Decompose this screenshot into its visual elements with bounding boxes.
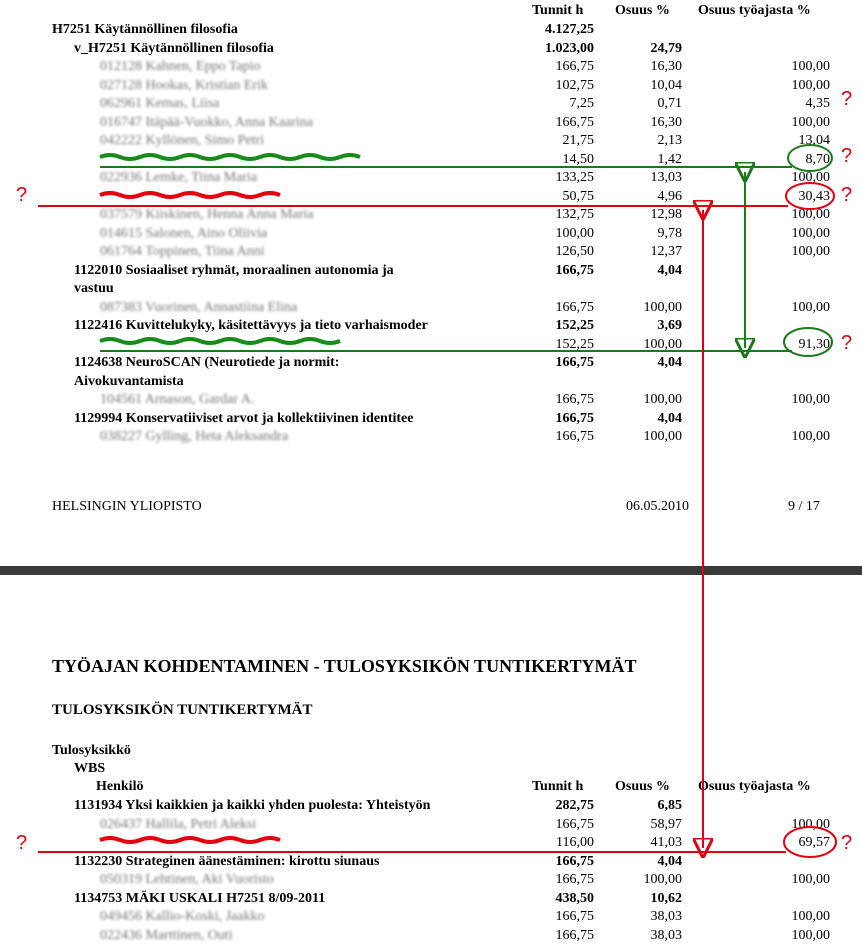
table-row [0, 907, 862, 926]
row-share: 38,03 [650, 927, 682, 943]
row-hours: 102,75 [555, 77, 594, 93]
row-hours: 21,75 [562, 133, 594, 148]
row-hours: 7,25 [569, 96, 594, 111]
row-share: 100,00 [643, 872, 682, 887]
header-share: Osuus % [615, 3, 670, 18]
row-share: 41,03 [650, 835, 682, 850]
row-label: vastuu [74, 281, 114, 296]
question-mark-7: ? [841, 832, 853, 854]
table-row [0, 372, 862, 391]
row-hours: 166,75 [555, 299, 594, 315]
table-row [0, 131, 862, 150]
row-work: 100,00 [791, 429, 830, 444]
table-row [0, 390, 862, 409]
row-share: 100,00 [643, 336, 682, 352]
table-row [0, 870, 862, 889]
row-share: 100,00 [643, 429, 682, 444]
header-hours: Tunnit h [532, 3, 584, 18]
report-title: TYÖAJAN KOHDENTAMINEN - TULOSYKSIKÖN TUNTIKERTYMÄT [52, 656, 637, 676]
row-share: 58,97 [650, 816, 682, 832]
row-work: 13,04 [798, 133, 830, 148]
table-row [0, 76, 862, 95]
header-share-worktime: Osuus työajasta % [698, 3, 811, 18]
question-mark-2: ? [841, 145, 853, 167]
row-share: 4,04 [657, 853, 682, 869]
row-work: 69,57 [798, 835, 830, 850]
table-row [0, 852, 862, 871]
row-hours: 166,75 [555, 816, 594, 832]
table-row [0, 20, 862, 39]
table-row [0, 335, 862, 354]
row-work: 100,00 [791, 170, 830, 185]
row-hours: 14,50 [562, 151, 594, 167]
row-label: 061764 Toppinen, Tiina Anni [100, 244, 265, 259]
row-label: 042222 Kyllönen, Simo Petri [100, 133, 265, 148]
row-share: 4,04 [657, 262, 682, 278]
row-hours: 166,75 [555, 392, 594, 407]
row-label: 022436 Marttinen, Outi [100, 927, 233, 943]
row-share: 13,03 [650, 170, 682, 185]
row-hours: 4.127,25 [545, 22, 594, 37]
table-row [0, 205, 862, 224]
row-hours: 1.023,00 [545, 40, 594, 56]
row-share: 100,00 [643, 299, 682, 315]
row-label: 027128 Hookas, Kristian Erik [100, 77, 268, 93]
row-share: 4,04 [657, 410, 682, 426]
row-label: 049456 Kallio-Koski, Jaakko [100, 909, 265, 924]
row-share: 3,69 [657, 318, 682, 333]
row-share: 0,71 [657, 96, 682, 111]
row-label: 016747 Itäpää-Vuokko, Anna Kaarina [100, 114, 313, 130]
row-share: 12,37 [650, 244, 682, 259]
row-hours: 116,00 [556, 835, 594, 850]
row-label: 1132230 Strateginen äänestäminen: kirottu siunaus [74, 853, 380, 869]
row-share: 2,13 [657, 133, 682, 148]
row-hours: 438,50 [555, 890, 594, 906]
row-work: 91,30 [798, 336, 830, 352]
row-hours: 166,75 [555, 853, 594, 869]
row-hours: 166,75 [555, 59, 594, 74]
row-hours: 166,75 [555, 909, 594, 924]
row-hours: 166,75 [555, 355, 594, 370]
question-mark-4: ? [16, 184, 28, 206]
row-work: 100,00 [791, 59, 830, 74]
row-share: 4,04 [657, 355, 682, 370]
row-label: v_H7251 Käytännöllinen filosofia [74, 40, 274, 56]
question-mark-5: ? [841, 332, 853, 354]
header-hours-2: Tunnit h [532, 779, 584, 794]
row-work: 100,00 [791, 872, 830, 887]
level-unit-label: Tulosyksikkö [52, 743, 131, 758]
level-person-label: Henkilö [96, 779, 144, 794]
row-share: 9,78 [657, 225, 682, 241]
row-work: 100,00 [791, 816, 830, 832]
row-share: 16,30 [650, 59, 682, 74]
row-hours: 132,75 [555, 207, 594, 222]
row-label: 026437 Hallila, Petri Aleksi [100, 816, 257, 832]
row-label: 1124638 NeuroSCAN (Neurotiede ja normit: [74, 355, 340, 370]
row-share: 6,85 [657, 798, 682, 813]
table-row [0, 261, 862, 280]
row-work: 100,00 [791, 77, 830, 93]
row-share: 24,79 [650, 40, 682, 56]
row-share: 38,03 [650, 909, 682, 924]
row-hours: 126,50 [555, 244, 594, 259]
row-hours: 152,25 [555, 318, 594, 333]
table-row [0, 39, 862, 58]
row-share: 16,30 [650, 114, 682, 130]
row-label: H7251 Käytännöllinen filosofia [52, 22, 238, 37]
question-mark-3: ? [841, 184, 853, 206]
table-row [0, 187, 862, 206]
row-work: 100,00 [791, 927, 830, 943]
table-row [0, 168, 862, 187]
row-label: 1134753 MÄKI USKALI H7251 8/09-2011 [74, 890, 326, 906]
table-row [0, 242, 862, 261]
table-row [0, 57, 862, 76]
row-hours: 282,75 [555, 798, 594, 813]
level-wbs-label: WBS [74, 761, 106, 776]
table-row [0, 427, 862, 446]
row-share: 100,00 [643, 392, 682, 407]
table-row [0, 796, 862, 815]
row-work: 8,70 [805, 151, 830, 167]
row-hours: 166,75 [555, 927, 594, 943]
row-label: 012128 Kahnen, Eppo Tapio [100, 59, 261, 74]
row-label: 087383 Vuorinen, Annastiina Elina [100, 299, 298, 315]
row-share: 1,42 [657, 151, 682, 167]
row-label: 1122416 Kuvittelukyky, käsitettävyys ja tieto varhaismoder [74, 318, 428, 333]
row-label: 014615 Salonen, Aino Oliivia [100, 225, 268, 241]
row-hours: 166,75 [555, 262, 594, 278]
row-label: Aivokuvantamista [74, 373, 184, 389]
table-row [0, 94, 862, 113]
row-hours: 133,25 [555, 170, 594, 185]
row-label: 022936 Lemke, Tiina Maria [100, 170, 258, 185]
table-row [0, 316, 862, 335]
row-hours: 166,75 [555, 872, 594, 887]
row-work: 30,43 [798, 188, 830, 204]
header-share-2: Osuus % [615, 779, 670, 794]
report-subtitle: TULOSYKSIKÖN TUNTIKERTYMÄT [52, 702, 313, 718]
row-label: 062961 Kemas, Liisa [100, 96, 220, 111]
page-divider [0, 566, 862, 575]
table-row [0, 833, 862, 852]
row-label: 050319 Lehtinen, Aki Vuoristo [100, 872, 274, 887]
table-row [0, 889, 862, 908]
row-work: 100,00 [791, 225, 830, 241]
table-row [0, 113, 862, 132]
table-row [0, 353, 862, 372]
row-work: 100,00 [791, 909, 830, 924]
row-share: 10,04 [650, 77, 682, 93]
row-label: 038227 Gylling, Heta Aleksandra [100, 429, 289, 444]
table-row [0, 298, 862, 317]
table-row [0, 279, 862, 298]
row-work: 4,35 [805, 96, 830, 111]
table-row [0, 224, 862, 243]
row-hours: 166,75 [555, 429, 594, 444]
footer-page: 9 / 17 [788, 499, 820, 514]
row-share: 10,62 [650, 890, 682, 906]
footer-date: 06.05.2010 [626, 499, 689, 514]
row-work: 100,00 [791, 299, 830, 315]
footer-org: HELSINGIN YLIOPISTO [52, 499, 202, 514]
row-work: 100,00 [791, 244, 830, 259]
table-row [0, 409, 862, 428]
row-hours: 50,75 [562, 188, 594, 204]
row-hours: 166,75 [555, 410, 594, 426]
row-label: 037579 Kiiskinen, Henna Anna Maria [100, 207, 314, 222]
row-work: 100,00 [791, 392, 830, 407]
row-work: 100,00 [791, 207, 830, 222]
question-mark-1: ? [841, 88, 853, 110]
question-mark-6: ? [16, 832, 28, 854]
row-hours: 152,25 [555, 336, 594, 352]
row-work: 100,00 [791, 114, 830, 130]
row-share: 4,96 [657, 188, 682, 204]
table-row [0, 926, 862, 945]
row-share: 12,98 [650, 207, 682, 222]
header-share-worktime-2: Osuus työajasta % [698, 779, 811, 794]
table-row [0, 815, 862, 834]
row-hours: 100,00 [555, 225, 594, 241]
row-label: 1122010 Sosiaaliset ryhmät, moraalinen autonomia ja [74, 262, 394, 278]
row-label: 1129994 Konservatiiviset arvot ja kollektiivinen identitee [74, 410, 414, 426]
row-hours: 166,75 [555, 114, 594, 130]
table-row [0, 150, 862, 169]
row-label: 1131934 Yksi kaikkien ja kaikki yhden puolesta: Yhteistyön [74, 798, 431, 813]
row-label: 104561 Arnason, Gardar A. [100, 392, 255, 407]
